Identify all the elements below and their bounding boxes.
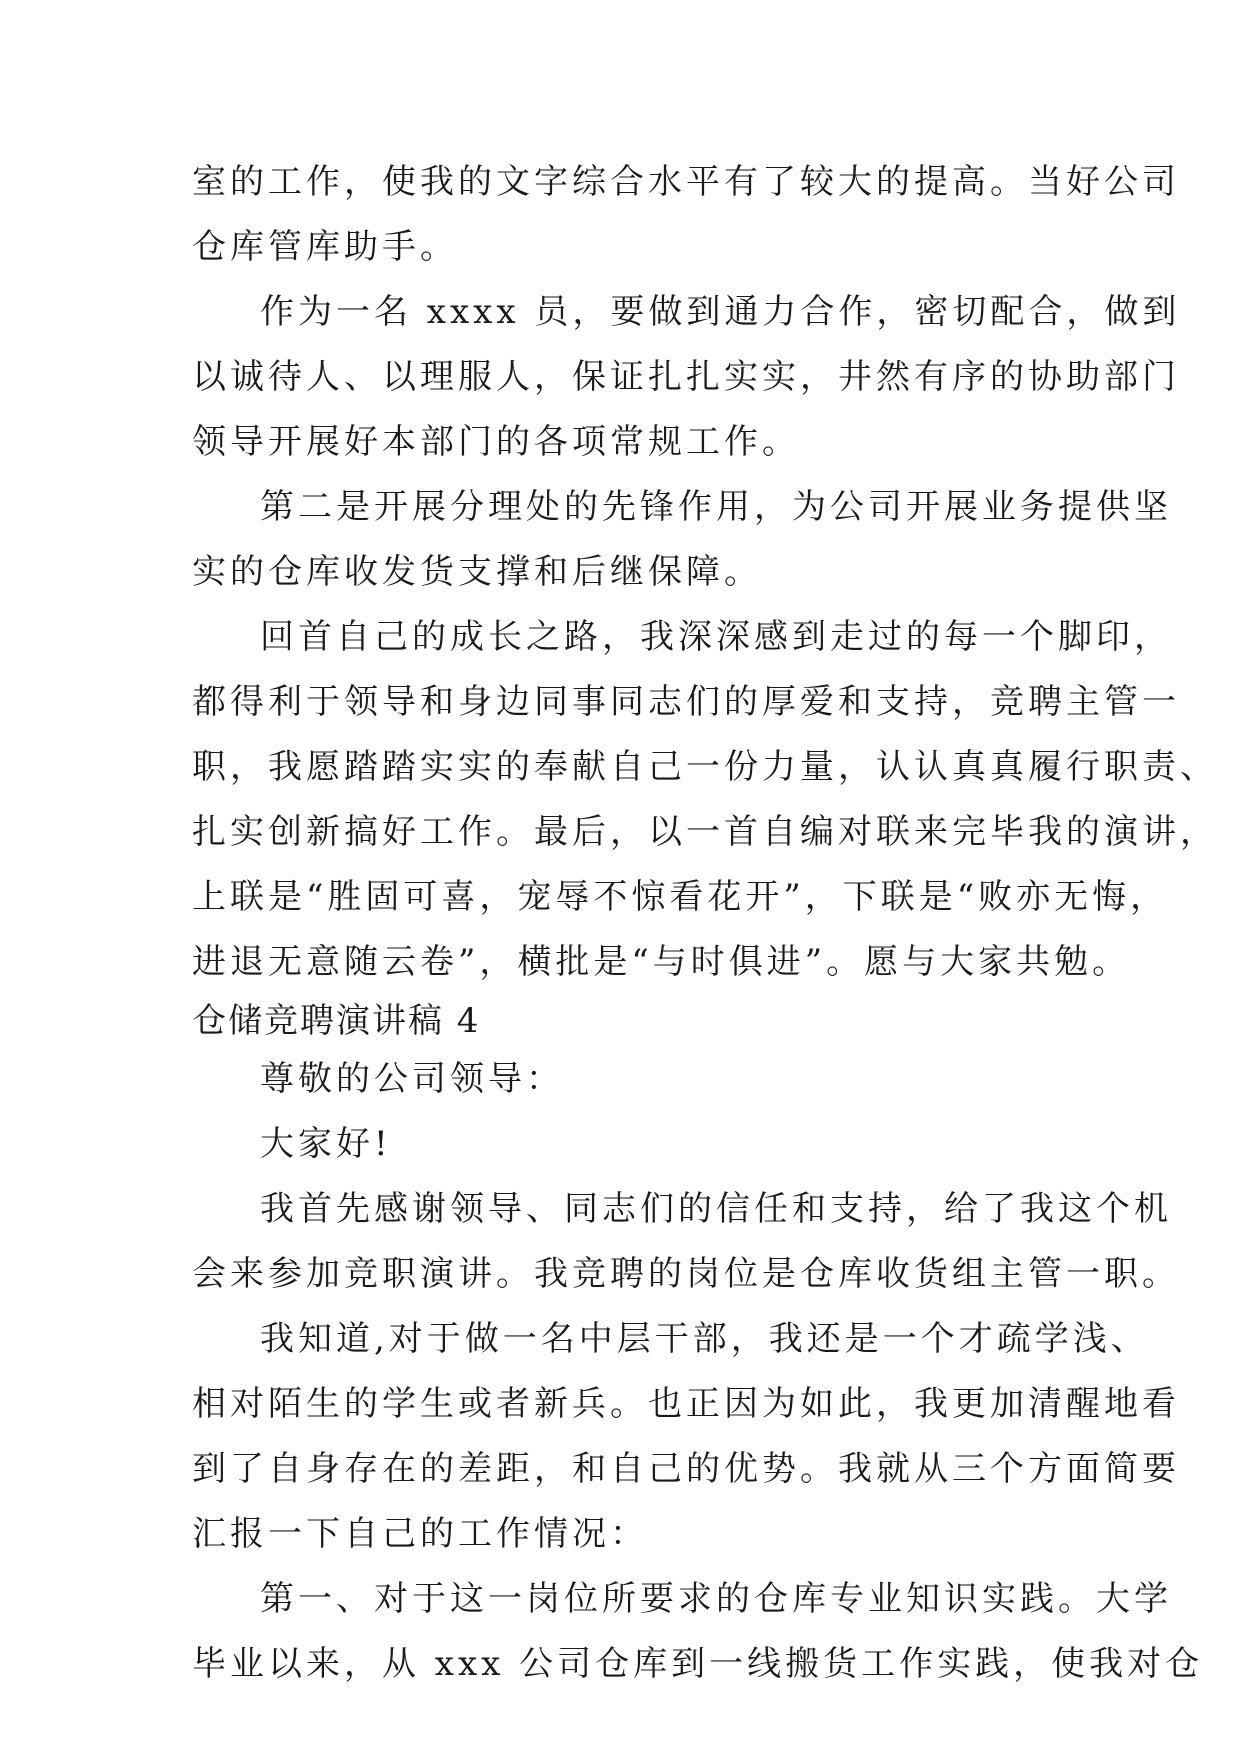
- text-line: 职，我愿踏踏实实的奉献自己一份力量，认认真真履行职责、: [192, 747, 1218, 787]
- text-line: 领导开展好本部门的各项常规工作。: [192, 422, 800, 462]
- text-line: 回首自己的成长之路，我深深感到走过的每一个脚印，: [260, 617, 1172, 657]
- text-line: 室的工作，使我的文字综合水平有了较大的提高。当好公司: [192, 162, 1180, 202]
- section-heading: 仓储竞聘演讲稿 4: [192, 1001, 481, 1041]
- text-line: 以诚待人、以理服人，保证扎扎实实，井然有序的协助部门: [192, 357, 1180, 397]
- text-line: 上联是“胜固可喜，宠辱不惊看花开”，下联是“败亦无悔，: [192, 877, 1169, 917]
- text-line: 作为一名 xxxx 员，要做到通力合作，密切配合，做到: [260, 292, 1181, 332]
- text-line: 第一、对于这一岗位所要求的仓库专业知识实践。大学: [260, 1579, 1172, 1619]
- salutation: 尊敬的公司领导：: [260, 1059, 564, 1099]
- text-line: 扎实创新搞好工作。最后，以一首自编对联来完毕我的演讲，: [192, 812, 1218, 852]
- text-line: 相对陌生的学生或者新兵。也正因为如此，我更加清醒地看: [192, 1384, 1180, 1424]
- text-line: 毕业以来，从 xxx 公司仓库到一线搬货工作实践，使我对仓: [192, 1644, 1204, 1684]
- text-line: 我首先感谢领导、同志们的信任和支持，给了我这个机: [260, 1189, 1172, 1229]
- document-body: [192, 150, 1218, 1697]
- text-line: 我知道,对于做一名中层干部，我还是一个才疏学浅、: [260, 1319, 1149, 1359]
- text-line: 到了自身存在的差距，和自己的优势。我就从三个方面简要: [192, 1449, 1180, 1489]
- text-line: 第二是开展分理处的先锋作用，为公司开展业务提供坚: [260, 487, 1172, 527]
- text-line: 都得利于领导和身边同事同志们的厚爱和支持，竞聘主管一: [192, 682, 1180, 722]
- text-line: 进退无意随云卷”，横批是“与时俱进”。愿与大家共勉。: [192, 942, 1131, 982]
- text-line: 会来参加竞职演讲。我竞聘的岗位是仓库收货组主管一职。: [192, 1254, 1180, 1294]
- greeting: 大家好!: [260, 1124, 392, 1164]
- text-line: 仓库管库助手。: [192, 227, 458, 267]
- text-line: 汇报一下自己的工作情况：: [192, 1514, 648, 1554]
- text-line: 实的仓库收发货支撑和后继保障。: [192, 552, 762, 592]
